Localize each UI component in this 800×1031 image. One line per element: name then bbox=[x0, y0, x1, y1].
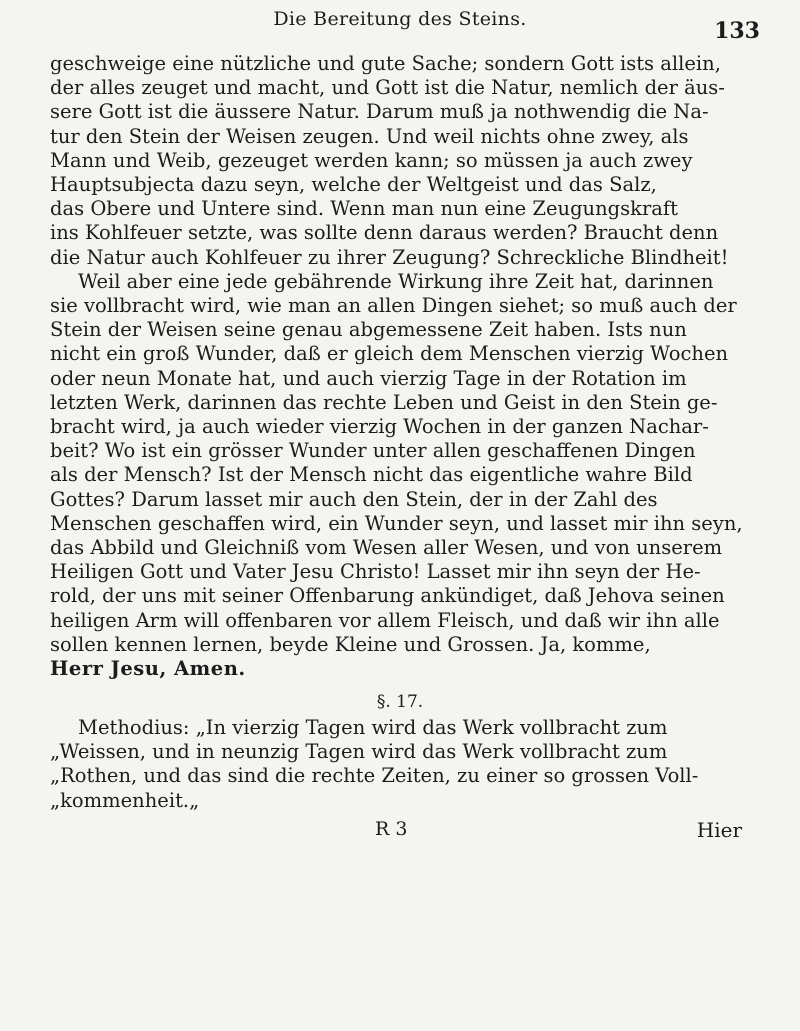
text-line: sollen kennen lernen, beyde Kleine und Grossen. Ja, komme, bbox=[50, 632, 651, 656]
text-line: Mann und Weib, gezeuget werden kann; so müssen ja auch zwey bbox=[50, 148, 693, 172]
text-line: Herr Jesu, Amen. bbox=[50, 657, 246, 681]
quote-line: „Rothen, und das sind die rechte Zeiten, zu einer so grossen Voll- bbox=[50, 764, 699, 788]
text-line: beit? Wo ist ein grösser Wunder unter allen geschaffenen Dingen bbox=[50, 439, 696, 463]
text-line: Weil aber eine jede gebährende Wirkung ihre Zeit hat, darinnen bbox=[78, 269, 714, 293]
text-line: nicht ein groß Wunder, daß er gleich dem Menschen vierzig Wochen bbox=[50, 342, 729, 366]
text-line: rold, der uns mit seiner Offenbarung ankündiget, daß Jehova seinen bbox=[50, 584, 725, 608]
text-line: Stein der Weisen seine genau abgemessene Zeit haben. Ists nun bbox=[50, 318, 687, 342]
text-line: sere Gott ist die äussere Natur. Darum muß ja nothwendig die Na- bbox=[50, 100, 709, 124]
text-line: das Obere und Untere sind. Wenn man nun eine Zeugungskraft bbox=[50, 197, 678, 221]
section-number: §. 17. bbox=[376, 692, 424, 712]
text-line: bracht wird, ja auch wieder vierzig Wochen in der ganzen Nachar- bbox=[50, 415, 709, 439]
text-line: der alles zeuget und macht, und Gott ist die Natur, nemlich der äus- bbox=[50, 76, 725, 100]
text-line: die Natur auch Kohlfeuer zu ihrer Zeugung? Schreckliche Blindheit! bbox=[50, 245, 729, 269]
text-line: Menschen geschaffen wird, ein Wunder seyn, und lasset mir ihn seyn, bbox=[50, 511, 743, 535]
quote-line: „Weissen, und in neunzig Tagen wird das Werk vollbracht zum bbox=[50, 740, 668, 764]
text-line: Gottes? Darum lasset mir auch den Stein, der in der Zahl des bbox=[50, 487, 658, 511]
text-line: letzten Werk, darinnen das rechte Leben und Geist in den Stein ge- bbox=[50, 390, 718, 414]
signature-mark: R 3 bbox=[375, 818, 408, 840]
text-line: geschweige eine nützliche und gute Sache; sondern Gott ists allein, bbox=[50, 52, 721, 75]
text-line: ins Kohlfeuer setzte, was sollte denn daraus werden? Braucht denn bbox=[50, 221, 719, 245]
text-line: das Abbild und Gleichniß vom Wesen aller Wesen, und von unserem bbox=[50, 536, 723, 560]
text-line: Hauptsubjecta dazu seyn, welche der Weltgeist und das Salz, bbox=[50, 173, 657, 197]
text-line: heiligen Arm will offenbaren vor allem Fleisch, und daß wir ihn alle bbox=[50, 608, 720, 632]
page-number: 133 bbox=[714, 18, 760, 44]
main-text bbox=[50, 52, 766, 681]
page-footer bbox=[0, 818, 800, 848]
text-line: als der Mensch? Ist der Mensch nicht das eigentliche wahre Bild bbox=[50, 463, 693, 487]
text-line: Heiligen Gott und Vater Jesu Christo! Lasset mir ihn seyn der He- bbox=[50, 560, 701, 584]
quotation bbox=[50, 716, 766, 813]
catchword: Hier bbox=[696, 818, 742, 842]
page-header bbox=[0, 4, 800, 44]
text-line: tur den Stein der Weisen zeugen. Und weil nichts ohne zwey, als bbox=[50, 124, 689, 148]
quote-line: Methodius: „In vierzig Tagen wird das Werk vollbracht zum bbox=[78, 716, 668, 739]
quote-line: „kommenheit.„ bbox=[50, 788, 200, 812]
text-line: sie vollbracht wird, wie man an allen Dingen siehet; so muß auch der bbox=[50, 294, 737, 318]
running-head: Die Bereitung des Steins. bbox=[273, 8, 527, 30]
text-line: oder neun Monate hat, und auch vierzig Tage in der Rotation im bbox=[50, 366, 687, 390]
